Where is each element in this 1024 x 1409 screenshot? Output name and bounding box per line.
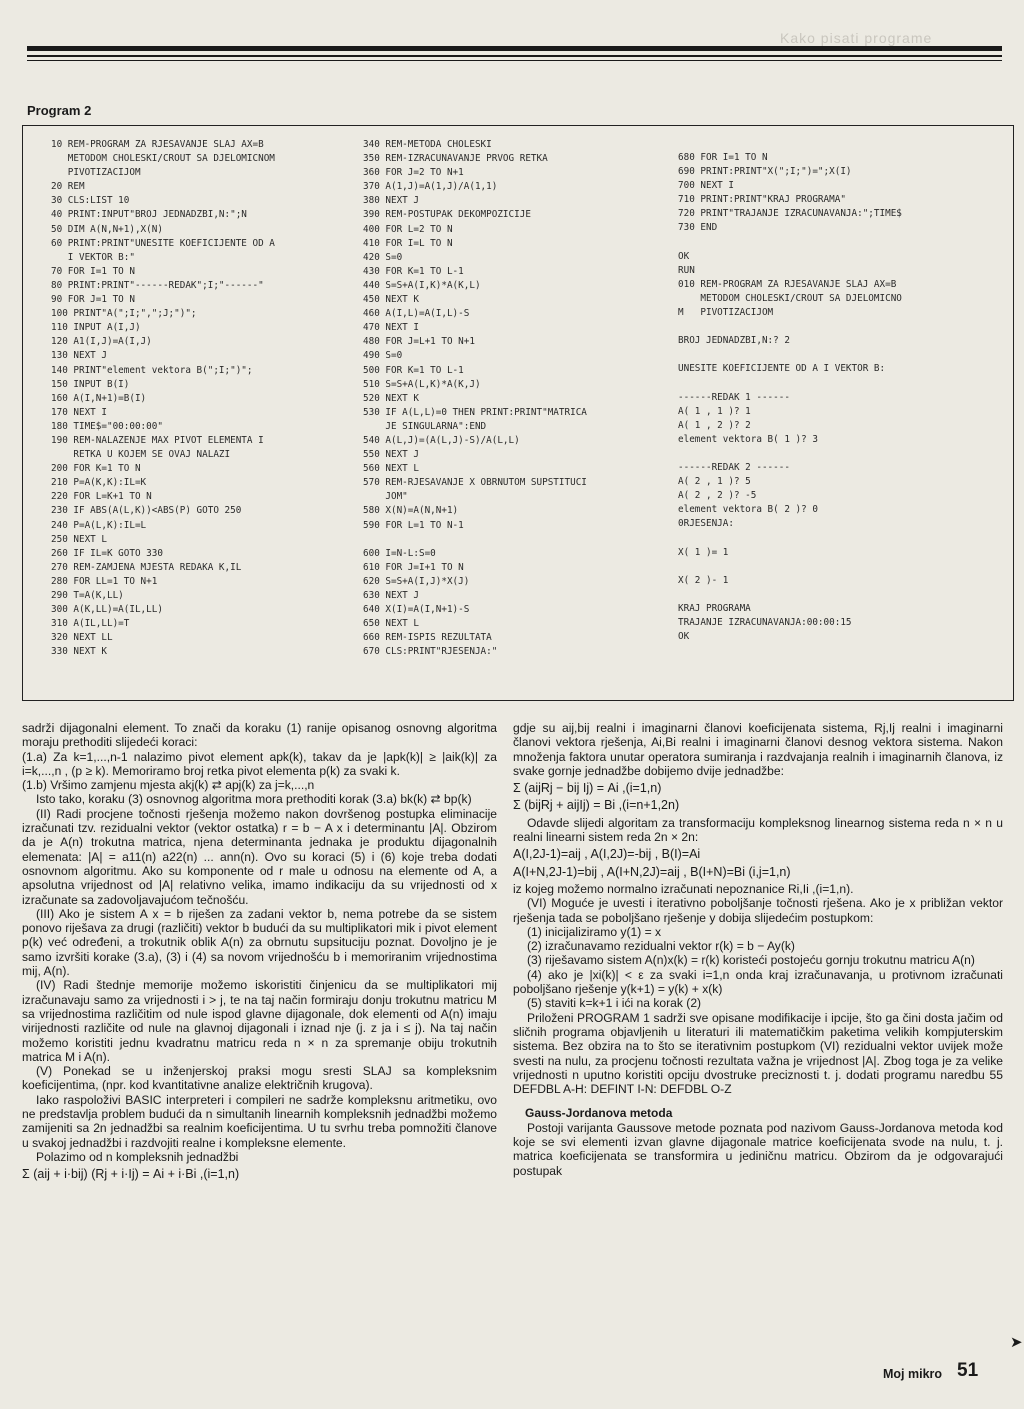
code-line: element vektora B( 1 )? 3 bbox=[678, 433, 818, 445]
code-line: ------REDAK 2 ------ bbox=[678, 462, 790, 474]
program-listing-box bbox=[22, 125, 1014, 701]
code-line: 570 REM-RJESAVANJE X OBRNUTOM SUPSTITUCI bbox=[363, 477, 587, 489]
code-line: 270 REM-ZAMJENA MJESTA REDAKA K,IL bbox=[51, 561, 242, 573]
code-line: 590 FOR L=1 TO N-1 bbox=[363, 519, 464, 531]
code-line: 710 PRINT:PRINT"KRAJ PROGRAMA" bbox=[678, 194, 846, 206]
paragraph: gdje su aij,bij realni i imaginarni članovi koeficijenata sistema, Rj,Ij realni i imaginarni članovi vektora rješenja, Ai,Bi realni i imaginarni članovi desnog vektora sistema. Nakon množenja faktora unutar operatora sumiranja i razdvajanja realnih i imaginarnih članova, iz svake gornje jednadžbe dobijemo dvije jednadžbe: bbox=[513, 721, 1003, 778]
step: (3) riješavamo sistem A(n)x(k) = r(k) koristeći postojeću gornju trokutnu matricu A(n) bbox=[527, 953, 975, 968]
code-line: 240 P=A(L,K):IL=L bbox=[51, 519, 147, 531]
code-line: X( 2 )- 1 bbox=[678, 574, 729, 586]
code-line: 730 END bbox=[678, 222, 718, 234]
step: (4) ako je |xi(k)| < ε za svaki i=1,n onda kraj izračunavanja, u protivnom izračunati poboljšano rješenje y(k+1) = y(k) + x(k) bbox=[513, 967, 1003, 997]
code-line: 430 FOR K=1 TO L-1 bbox=[363, 265, 464, 277]
code-line: 670 CLS:PRINT"RJESENJA:" bbox=[363, 646, 498, 658]
code-line: 370 A(1,J)=A(1,J)/A(1,1) bbox=[363, 181, 498, 193]
code-line: 420 S=0 bbox=[363, 251, 403, 263]
listing-column-1 bbox=[51, 138, 275, 659]
code-line: 470 NEXT I bbox=[363, 322, 419, 334]
code-line: 50 DIM A(N,N+1),X(N) bbox=[51, 223, 163, 235]
code-line: UNESITE KOEFICIJENTE OD A I VEKTOR B: bbox=[678, 363, 886, 375]
code-line: 330 NEXT K bbox=[51, 646, 107, 658]
code-line bbox=[678, 532, 902, 546]
code-line: 60 PRINT:PRINT"UNESITE KOEFICIJENTE OD A bbox=[51, 237, 275, 249]
code-line: 30 CLS:LIST 10 bbox=[51, 195, 130, 207]
code-line: 440 S=S+A(I,K)*A(K,L) bbox=[363, 279, 481, 291]
code-line: 460 A(I,L)=A(I,L)-S bbox=[363, 308, 470, 320]
code-line: 610 FOR J=I+1 TO N bbox=[363, 561, 464, 573]
code-line: 90 FOR J=1 TO N bbox=[51, 294, 135, 306]
paragraph: iz kojeg možemo normalno izračunati nepoznanice Ri,Ii ,(i=1,n). bbox=[513, 881, 854, 896]
code-line: 410 FOR I=L TO N bbox=[363, 237, 453, 249]
code-line: 230 IF ABS(A(L,K))<ABS(P) GOTO 250 bbox=[51, 505, 242, 517]
code-line: 0RJESENJA: bbox=[678, 518, 734, 530]
code-line: 450 NEXT K bbox=[363, 294, 419, 306]
code-line: 620 S=S+A(I,J)*X(J) bbox=[363, 575, 470, 587]
code-line bbox=[678, 236, 902, 250]
code-line: 480 FOR J=L+1 TO N+1 bbox=[363, 336, 475, 348]
step: (2) izračunavamo rezidualni vektor r(k) = b − Ay(k) bbox=[527, 939, 795, 954]
program-title: Program 2 bbox=[27, 103, 92, 118]
code-line: 630 NEXT J bbox=[363, 590, 419, 601]
code-line: 260 IF IL=K GOTO 330 bbox=[51, 547, 163, 559]
step: (1) inicijaliziramo y(1) = x bbox=[527, 924, 662, 939]
paragraph: sadrži dijagonalni element. To znači da koraku (1) ranije opisanog osnovng algoritma moraju prethoditi slijedeći koraci: bbox=[22, 721, 497, 750]
code-line: 490 S=0 bbox=[363, 350, 403, 362]
code-line: 600 I=N-L:S=0 bbox=[363, 547, 436, 559]
code-line: 650 NEXT L bbox=[363, 618, 419, 630]
faint-header-text: Kako pisati programe bbox=[780, 30, 933, 46]
code-line: 190 REM-NALAZENJE MAX PIVOT ELEMENTA I bbox=[51, 434, 264, 446]
code-line: ------REDAK 1 ------ bbox=[678, 391, 790, 403]
code-line: 640 X(I)=A(I,N+1)-S bbox=[363, 604, 470, 616]
paragraph: Odavde slijedi algoritam za transformaciju kompleksnog linearnog sistema reda n × n u realni linearni sistem reda 2n × 2n: bbox=[513, 815, 1003, 845]
formula: Σ (bijRj + aijIj) = Bi ,(i=n+1,2n) bbox=[513, 798, 680, 813]
section-heading: Gauss-Jordanova metoda bbox=[525, 1106, 673, 1121]
paragraph: Priloženi PROGRAM 1 sadrži sve opisane modifikacije i ipcije, što ga čini dosta jačim od sličnih programa objavljenih u literaturi ili matematičkim paketima velikih kompjuterskim sistema. Bez obzira na to što se iterativnim postupkom (VI) rezidualni vektor uvijek može svesti na nulu, za procjenu točnosti rezultata važna je vrijednost |A|. Zbog toga je za velike vrijednosti n uputno koristiti opciju dvostruke preciznosti t. j. dodati programu naredbu 55 DEFDBL A-H: DEFINT I-N: DEFDBL O-Z bbox=[513, 1010, 1003, 1097]
listing-column-3 bbox=[678, 151, 902, 644]
paragraph: Isto tako, koraku (3) osnovnog algoritma mora prethoditi korak (3.a) bk(k) ⇄ bp(k) bbox=[36, 792, 472, 807]
code-line: KRAJ PROGRAMA bbox=[678, 603, 751, 614]
code-line: RUN bbox=[678, 264, 695, 276]
code-line: 700 NEXT I bbox=[678, 180, 734, 192]
paragraph: (III) Ako je sistem A x = b riješen za zadani vektor b, nema potrebe da se sistem ponovo riješava za drugi (različiti) vektor b budući da su multiplikatori mik i pivot element p(k) već određeni, a trokutnik oblik A(n) za obrnutu supsituciju poznat. Dovoljno je je samo izvršiti korake (3.a), (3) i (4) sa novom vrijednošću b i memoriranim vrijednostima mij, A(n). bbox=[22, 906, 497, 979]
paragraph: Postoji varijanta Gaussove metode poznata pod nazivom Gauss-Jordanova metoda kod koje se svi elementi izvan glavne dijagonale matrice koeficijenata svode na nulu, t. j. matrica koeficijenata se transformira u jediničnu matricu. Obzirom da je odgovarajući postupak bbox=[513, 1120, 1003, 1178]
code-line: 390 REM-POSTUPAK DEKOMPOZICIJE bbox=[363, 209, 531, 221]
code-line: 580 X(N)=A(N,N+1) bbox=[363, 505, 459, 517]
code-line: RETKA U KOJEM SE OVAJ NALAZI bbox=[51, 449, 231, 461]
page-number: 51 bbox=[957, 1360, 979, 1381]
code-line: 10 REM-PROGRAM ZA RJESAVANJE SLAJ AX=B bbox=[51, 139, 264, 150]
code-line: 010 REM-PROGRAM ZA RJESAVANJE SLAJ AX=B bbox=[678, 278, 897, 290]
code-line: OK bbox=[678, 631, 690, 643]
code-line: 20 REM bbox=[51, 181, 85, 193]
code-line bbox=[678, 447, 902, 461]
code-line: 170 NEXT I bbox=[51, 406, 107, 418]
code-line: 140 PRINT"element vektora B(";I;")"; bbox=[51, 364, 253, 376]
code-line: 360 FOR J=2 TO N+1 bbox=[363, 167, 464, 179]
code-line: 160 A(I,N+1)=B(I) bbox=[51, 392, 147, 404]
paragraph: (1.b) Vršimo zamjenu mjesta akj(k) ⇄ apj(k) za j=k,...,n bbox=[22, 778, 315, 793]
code-line: 290 T=A(K,LL) bbox=[51, 590, 124, 601]
code-line: 400 FOR L=2 TO N bbox=[363, 223, 453, 235]
article-right-column bbox=[513, 721, 1003, 1178]
code-line: A( 2 , 2 )? -5 bbox=[678, 490, 757, 502]
code-line: 720 PRINT"TRAJANJE IZRACUNAVANJA:";TIME$ bbox=[678, 208, 902, 220]
code-line: 510 S=S+A(L,K)*A(K,J) bbox=[363, 378, 481, 390]
code-line: 550 NEXT J bbox=[363, 449, 419, 461]
formula: Σ (aij + i·bij) (Rj + i·Ij) = Ai + i·Bi ,(i=1,n) bbox=[22, 1167, 240, 1182]
step: (5) staviti k=k+1 i ići na korak (2) bbox=[527, 996, 702, 1011]
code-line: 200 FOR K=1 TO N bbox=[51, 463, 141, 475]
code-line bbox=[363, 533, 587, 547]
formula: A(I+N,2J-1)=bij , A(I+N,2J)=aij , B(I+N)=Bi (i,j=1,n) bbox=[513, 864, 791, 879]
code-line: BROJ JEDNADZBI,N:? 2 bbox=[678, 335, 790, 347]
paragraph: (II) Radi procjene točnosti rješenja možemo nakon dovršenog postupka eliminacije izračunati tzv. rezidualni vektor (vektor ostatka) r = b − A x i determinantu |A|. Obzirom da je A(n) trokutna matrica, njena determinanta jednaka je produktu dijagonalnih elemenata: |A| = a11(n) a22(n) ... ann(n). Ovo su koraci (5) i (6) koje treba dodati osnovnom algoritmu. Ako su komponente od r male u odnosu na elemente od A, a apsolutna vrijednost od |A| relativno velika, imamo indikaciju da su vrijednosti od x izračunate sa zadovoljavajućom tečnošću. bbox=[22, 806, 497, 907]
code-line: 130 NEXT J bbox=[51, 350, 107, 362]
code-line: 210 P=A(K,K):IL=K bbox=[51, 477, 147, 489]
code-line: A( 1 , 1 )? 1 bbox=[678, 405, 751, 417]
code-line: X( 1 )= 1 bbox=[678, 546, 729, 558]
paragraph: Polazimo od n kompleksnih jednadžbi bbox=[36, 1149, 239, 1164]
code-line: 40 PRINT:INPUT"BROJ JEDNADZBI,N:";N bbox=[51, 209, 247, 221]
code-line: 350 REM-IZRACUNAVANJE PRVOG RETKA bbox=[363, 153, 548, 165]
code-line: M PIVOTIZACIJOM bbox=[678, 307, 774, 319]
code-line: A( 1 , 2 )? 2 bbox=[678, 419, 751, 431]
code-line: METODOM CHOLESKI/CROUT SA DJELOMICNO bbox=[678, 292, 902, 304]
code-line: 500 FOR K=1 TO L-1 bbox=[363, 364, 464, 376]
code-line: 70 FOR I=1 TO N bbox=[51, 265, 135, 277]
continue-arrow-icon: ➤ bbox=[1010, 1334, 1023, 1351]
code-line: PIVOTIZACIJOM bbox=[51, 167, 141, 179]
code-line: JE SINGULARNA":END bbox=[363, 420, 487, 432]
code-line: 250 NEXT L bbox=[51, 533, 107, 545]
code-line: OK bbox=[678, 250, 690, 262]
code-line: TRAJANJE IZRACUNAVANJA:00:00:15 bbox=[678, 617, 852, 629]
formula: A(I,2J-1)=aij , A(I,2J)=-bij , B(I)=Ai bbox=[513, 847, 701, 862]
code-line: 340 REM-METODA CHOLESKI bbox=[363, 139, 492, 150]
article-left-column bbox=[22, 721, 497, 1185]
paragraph: (V) Ponekad se u inženjerskoj praksi mogu sresti SLAJ sa kompleksnim koeficijentima, (npr. kod kvantitativne analize električnih krugova). bbox=[22, 1064, 497, 1093]
code-line bbox=[678, 377, 902, 391]
listing-column-2 bbox=[363, 138, 587, 659]
code-line bbox=[678, 320, 902, 334]
code-line: 300 A(K,LL)=A(IL,LL) bbox=[51, 604, 163, 616]
paragraph: (VI) Moguće je uvesti i iterativno poboljšanje točnosti rješena. Ako je x približan vektor rješenja tada se poboljšano rješenje y dobija slijedećim postupkom: bbox=[513, 896, 1003, 925]
paragraph: (1.a) Za k=1,...,n-1 nalazimo pivot element apk(k), takav da je |apk(k)| ≥ |aik(k)| za i=k,...,n , (p ≥ k). Memoriramo broj retka pivot elementa p(k) za svaki k. bbox=[22, 749, 497, 778]
code-line: 150 INPUT B(I) bbox=[51, 378, 130, 390]
code-line: 110 INPUT A(I,J) bbox=[51, 322, 141, 334]
code-line: 660 REM-ISPIS REZULTATA bbox=[363, 632, 492, 644]
code-line: JOM" bbox=[363, 491, 408, 503]
code-line bbox=[678, 560, 902, 574]
code-line: 120 A1(I,J)=A(I,J) bbox=[51, 336, 152, 348]
code-line: 100 PRINT"A(";I;",";J;")"; bbox=[51, 308, 197, 320]
code-line: 280 FOR LL=1 TO N+1 bbox=[51, 575, 158, 587]
magazine-name: Moj mikro bbox=[883, 1367, 943, 1381]
header-rule-thin bbox=[27, 60, 1002, 61]
code-line: 540 A(L,J)=(A(L,J)-S)/A(L,L) bbox=[363, 434, 520, 446]
code-line: 680 FOR I=1 TO N bbox=[678, 152, 768, 163]
code-line: 530 IF A(L,L)=0 THEN PRINT:PRINT"MATRICA bbox=[363, 406, 587, 418]
code-line: I VEKTOR B:" bbox=[51, 251, 135, 263]
code-line: 380 NEXT J bbox=[363, 195, 419, 207]
paragraph: (IV) Radi štednje memorije možemo iskoristiti činjenicu da se multiplikatori mij izračunavaju samo za vrijednosti i > j, te na taj način formiraju donju trokutnu matricu M sa vrijednostima različitim od nule ispod glavne dijagonale, dok elementi od A(n) imaju virijednosti različite od nule na glavnoj dijagonali i iznad nje (j. z ja i ≤ j). Na taj način možemo koristiti jednu kvadratnu matricu reda n × n za spremanje obiju trokutnih matrica M i A(n). bbox=[22, 978, 497, 1064]
code-line: 80 PRINT:PRINT"------REDAK";I;"------" bbox=[51, 279, 264, 291]
code-line bbox=[678, 348, 902, 362]
header-rule-thick bbox=[27, 46, 1002, 51]
code-line bbox=[678, 588, 902, 602]
code-line: 310 A(IL,LL)=T bbox=[51, 618, 130, 630]
code-line: 520 NEXT K bbox=[363, 392, 419, 404]
header-rule-mid bbox=[27, 55, 1002, 57]
code-line: 320 NEXT LL bbox=[51, 632, 113, 644]
code-line: element vektora B( 2 )? 0 bbox=[678, 504, 818, 516]
formula: Σ (aijRj − bij Ij) = Ai ,(i=1,n) bbox=[513, 781, 662, 796]
code-line: 220 FOR L=K+1 TO N bbox=[51, 491, 152, 503]
code-line: 560 NEXT L bbox=[363, 463, 419, 475]
code-line: METODOM CHOLESKI/CROUT SA DJELOMICNOM bbox=[51, 153, 275, 165]
code-line: 180 TIME$="00:00:00" bbox=[51, 420, 163, 432]
code-line: 690 PRINT:PRINT"X(";I;")=";X(I) bbox=[678, 166, 852, 178]
code-line: A( 2 , 1 )? 5 bbox=[678, 476, 751, 488]
paragraph: Iako raspoloživi BASIC interpreteri i compileri ne sadrže kompleksnu aritmetiku, ovo ne predstavlja problem budući da n simultanih linearnih kompleksnih jednadžbi možemo zamijeniti sa 2n jednadžbi sa realnim koeficijentima. U tu svrhu treba pomnožiti članove u svakoj jednadžbi i razdvojiti realne i kompleksne elemente. bbox=[22, 1092, 497, 1150]
